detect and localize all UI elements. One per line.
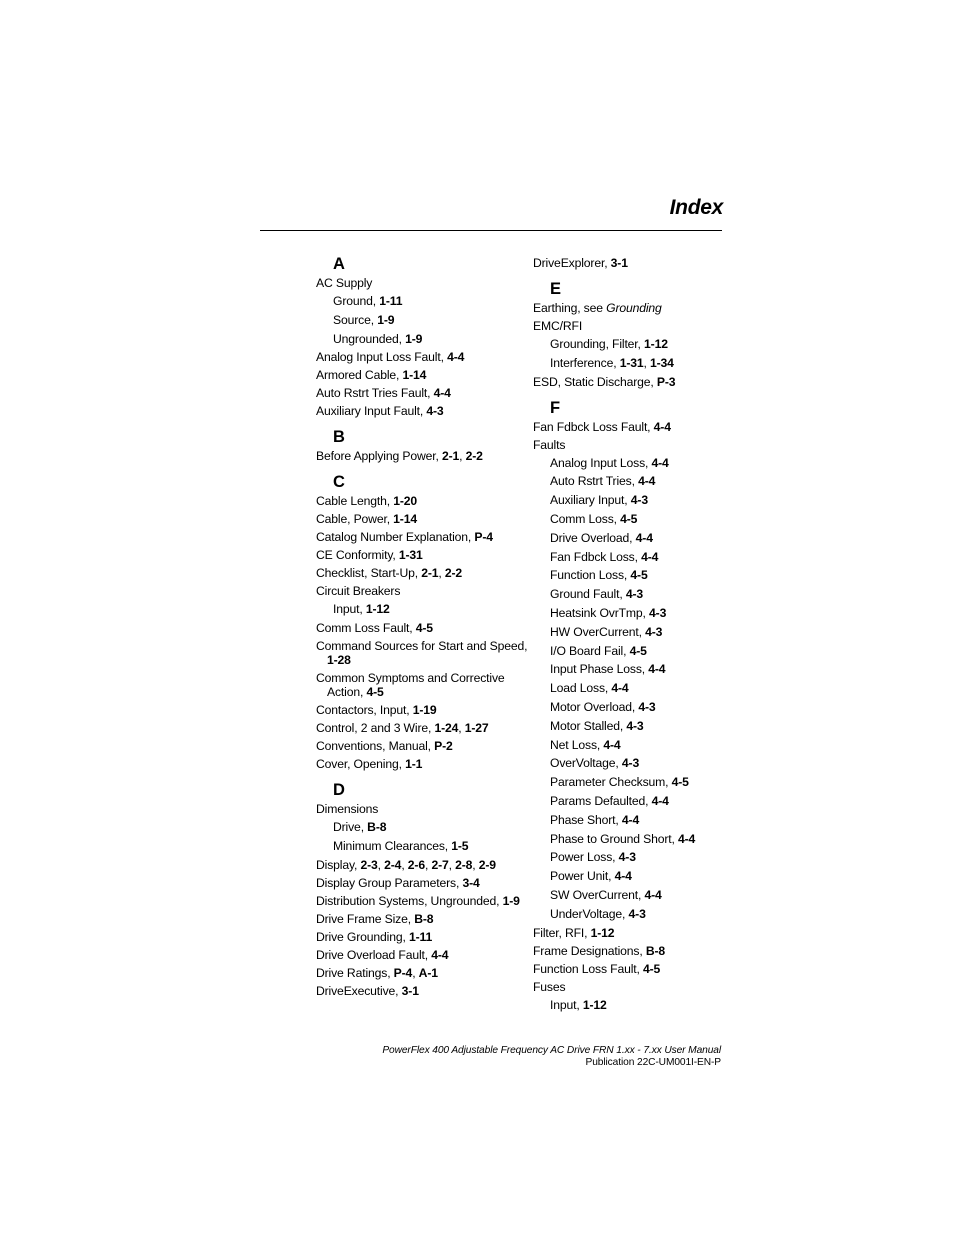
index-entry (316, 512, 531, 526)
page-reference: 4-5 (629, 643, 647, 658)
entry-text: Source, (333, 312, 378, 327)
page-reference: 4-4 (431, 947, 449, 962)
index-entry (316, 930, 531, 944)
entry-text: Phase Short, (550, 812, 622, 827)
entry-text: Power Unit, (550, 869, 615, 884)
index-entry (316, 984, 531, 998)
page-reference: 1-12 (644, 337, 668, 351)
index-subentry (333, 602, 531, 616)
index-subentry (550, 738, 748, 752)
page-reference: 2-2 (465, 449, 483, 464)
index-entry: Drive Ratings, P-4, A-1 (316, 965, 438, 980)
page-reference: 1-24 (434, 721, 459, 736)
index-entry (316, 530, 531, 544)
entry-text: Parameter Checksum, (550, 775, 672, 790)
page-reference: 4-5 (620, 511, 638, 526)
page-reference: B-8 (414, 911, 434, 926)
page-reference: 1-31 (619, 355, 644, 370)
index-subentry (550, 756, 748, 770)
page-reference: 4-4 (603, 737, 621, 752)
page-reference: 4-3 (621, 756, 640, 771)
page-reference: 1-9 (405, 331, 423, 346)
entry-text: Auto Rstrt Tries, (550, 474, 639, 489)
index-subentry (550, 606, 748, 620)
page-reference: 4-4 (651, 793, 669, 808)
page-reference: 4-5 (671, 775, 689, 790)
page-reference: 4-3 (649, 605, 667, 620)
entry-text: Display, (316, 857, 361, 872)
index-entry: Display, 2-3, 2-4, 2-6, 2-7, 2-8, 2-9 (316, 857, 496, 872)
page-reference: P-3 (656, 374, 676, 389)
index-subentry (550, 550, 748, 564)
index-entry (533, 944, 748, 958)
index-subentry (550, 775, 748, 789)
entry-text: Command Sources for Start and Speed, (316, 639, 528, 654)
page-reference: 1-20 (393, 494, 417, 509)
entry-text: Ungrounded, (333, 331, 406, 346)
entry-text: Armored Cable, (316, 368, 403, 383)
title-rule (260, 230, 722, 231)
page-reference: 1-5 (451, 838, 469, 853)
index-subentry (550, 456, 748, 470)
index-subentry (550, 719, 748, 733)
index-entry (316, 494, 531, 508)
index-subentry (550, 531, 748, 545)
entry-text: Dimensions (316, 802, 379, 817)
index-entry (316, 912, 531, 926)
page-reference: 2-6 (407, 857, 425, 872)
index-entry (316, 948, 531, 962)
index-subentry (550, 888, 748, 902)
page-reference: B-8 (645, 943, 666, 958)
index-entry (316, 621, 531, 635)
index-entry (316, 757, 531, 771)
footer-publication: Publication 22C-UM001I-EN-P (585, 1057, 721, 1068)
page-reference: 4-3 (618, 850, 636, 865)
page-reference: 1-12 (365, 602, 390, 617)
index-entry (316, 894, 531, 908)
page-reference: 4-3 (628, 906, 646, 921)
index-subentry (550, 850, 748, 864)
index-entry (316, 548, 531, 562)
index-entry (533, 438, 748, 452)
entry-text: Motor Overload, (550, 699, 639, 714)
index-entry (533, 375, 748, 389)
entry-text: Contactors, Input, (316, 703, 413, 718)
entry-text: Fuses (533, 979, 566, 994)
index-subentry (550, 998, 748, 1012)
page-reference: 1-1 (405, 757, 423, 772)
entry-text: Drive Ratings, (316, 965, 394, 980)
entry-text: Display Group Parameters, (316, 875, 463, 890)
entry-text: SW OverCurrent, (550, 887, 645, 902)
index-entry (316, 350, 531, 364)
entry-text: Frame Designations, (533, 943, 646, 958)
index-entry (533, 980, 748, 994)
page-reference: P-4 (474, 530, 493, 545)
page-reference: 3-4 (462, 875, 480, 890)
index-entry (316, 639, 531, 667)
page-footer (382, 1045, 721, 1069)
page-reference: 2-1 (421, 566, 439, 581)
index-entry: Control, 2 and 3 Wire, 1-24, 1-27 (316, 721, 489, 736)
page-reference: 3-1 (401, 983, 419, 998)
page-reference: 4-4 (653, 419, 671, 434)
page-reference: 1-34 (650, 355, 674, 370)
entry-text: Input, (550, 997, 583, 1012)
index-subentry (333, 820, 531, 834)
index-entry (316, 276, 531, 290)
entry-text: Auto Rstrt Tries Fault, (316, 386, 434, 401)
entry-text: Ground, (333, 294, 380, 308)
index-subentry (550, 587, 748, 601)
index-column-right (533, 255, 748, 1016)
page-reference: 1-12 (582, 997, 607, 1012)
index-subentry (550, 907, 748, 921)
entry-text: Function Loss Fault, (533, 961, 643, 976)
index-subentry (333, 839, 531, 853)
index-section-letter: F (550, 398, 560, 417)
entry-text: Input, (333, 602, 366, 617)
index-subentry (550, 681, 748, 695)
index-subentry (550, 832, 748, 846)
page-reference: 4-4 (433, 386, 451, 401)
index-entry (533, 962, 748, 976)
page-reference: 4-4 (648, 662, 666, 677)
page-reference: 1-11 (408, 929, 433, 944)
entry-text: Ground Fault, (550, 587, 626, 602)
entry-text: Function Loss, (550, 568, 631, 583)
index-section-letter: B (333, 428, 345, 447)
entry-text: Cable, Power, (316, 512, 394, 527)
entry-text: Heatsink OvrTmp, (550, 605, 650, 620)
entry-text: Earthing, see (533, 301, 607, 315)
index-subentry (550, 869, 748, 883)
page-reference: 2-8 (455, 857, 473, 872)
index-subentry (550, 625, 748, 639)
index-entry: Before Applying Power, 2-1, 2-2 (316, 449, 483, 464)
page-reference: 1-14 (402, 368, 427, 383)
page-reference: 4-4 (614, 869, 632, 884)
page-reference: 4-4 (638, 474, 656, 489)
entry-text: Phase to Ground Short, (550, 831, 678, 846)
page-reference: 2-1 (441, 449, 460, 464)
page-reference: 4-4 (677, 831, 696, 846)
page-reference: P-4 (393, 965, 413, 980)
entry-text: Minimum Clearances, (333, 838, 452, 853)
index-entry (316, 404, 531, 418)
index-subentry (550, 644, 748, 658)
footer-manual-title: PowerFlex 400 Adjustable Frequency AC Drive FRN 1.xx - 7.xx User Manual (382, 1045, 721, 1056)
index-entry (316, 876, 531, 890)
entry-text: Input Phase Loss, (550, 662, 649, 677)
page-reference: 1-9 (377, 312, 395, 327)
index-entry (533, 301, 748, 315)
entry-text: OverVoltage, (550, 756, 622, 771)
entry-text: Fan Fdbck Loss, (550, 549, 642, 564)
index-entry (316, 802, 531, 816)
index-subentry (550, 512, 748, 526)
page-reference: 4-3 (630, 493, 648, 508)
entry-text: Grounding, Filter, (550, 337, 645, 351)
entry-text: Net Loss, (550, 737, 604, 752)
entry-text: Filter, RFI, (533, 925, 591, 940)
index-entry (533, 319, 748, 333)
entry-text: EMC/RFI (533, 319, 583, 333)
page-reference: 2-2 (444, 566, 463, 581)
page-reference: 4-3 (426, 404, 444, 419)
page-reference: 4-4 (447, 350, 465, 365)
entry-text: Comm Loss Fault, (316, 621, 416, 636)
entry-text: CE Conformity, (316, 548, 399, 563)
entry-text: DriveExplorer, (533, 256, 611, 270)
index-section-letter: C (333, 473, 345, 492)
page-reference: 1-12 (590, 925, 615, 940)
page-reference: 4-4 (621, 812, 640, 827)
index-entry (316, 671, 531, 699)
entry-text: Interference, (550, 355, 620, 370)
entry-text: Cover, Opening, (316, 757, 406, 772)
index-entry (316, 739, 531, 753)
entry-text: I/O Board Fail, (550, 643, 630, 658)
index-section-letter: E (550, 280, 561, 298)
entry-text: Checklist, Start-Up, (316, 566, 422, 581)
entry-text: Control, 2 and 3 Wire, (316, 721, 435, 736)
index-entry (533, 420, 748, 434)
entry-text: Circuit Breakers (316, 584, 401, 599)
index-subentry (550, 794, 748, 808)
page-reference: 4-5 (415, 621, 433, 636)
entry-text: Cable Length, (316, 494, 394, 509)
page-reference: 4-4 (641, 549, 659, 564)
entry-text: Fan Fdbck Loss Fault, (533, 419, 654, 434)
index-subentry (550, 493, 748, 507)
index-subentry (333, 313, 531, 327)
entry-text: Catalog Number Explanation, (316, 530, 475, 545)
page-reference: 2-3 (360, 857, 378, 872)
index-subentry (550, 662, 748, 676)
entry-text: DriveExecutive, (316, 983, 402, 998)
page-reference: 3-1 (610, 256, 628, 270)
entry-text: Motor Stalled, (550, 718, 627, 733)
page-reference: 2-4 (384, 857, 402, 872)
entry-text: Analog Input Loss Fault, (316, 350, 448, 365)
entry-text: Drive Frame Size, (316, 911, 415, 926)
entry-text: ESD, Static Discharge, (533, 374, 657, 389)
index-entry (316, 703, 531, 717)
index-subentry (333, 332, 531, 346)
page-reference: B-8 (367, 820, 387, 835)
entry-text: Params Defaulted, (550, 793, 652, 808)
page-reference: 4-3 (638, 699, 656, 714)
page-reference: 4-4 (635, 530, 653, 545)
page-reference: 1-19 (412, 703, 437, 718)
entry-text: AC Supply (316, 276, 373, 290)
index-entry (533, 256, 748, 270)
entry-text: Auxiliary Input, (550, 493, 631, 508)
page-reference: 2-7 (431, 857, 449, 872)
index-entry (316, 386, 531, 400)
index-subentry (550, 568, 748, 582)
entry-text: Auxiliary Input Fault, (316, 404, 427, 419)
see-reference: Grounding (606, 301, 662, 315)
entry-text: Conventions, Manual, (316, 739, 435, 754)
page-reference: 1-31 (398, 548, 423, 563)
index-entry (316, 584, 531, 598)
page-reference: 1-11 (379, 294, 403, 308)
page-reference: 4-4 (611, 681, 629, 696)
page-reference: 1-9 (502, 893, 520, 908)
page-reference: 4-5 (366, 685, 384, 700)
entry-text: UnderVoltage, (550, 906, 629, 921)
index-entry: Checklist, Start-Up, 2-1, 2-2 (316, 566, 463, 581)
index-subentry (333, 294, 531, 308)
index-entry (316, 368, 531, 382)
index-subentry (550, 337, 748, 351)
page-reference: 4-4 (644, 887, 662, 902)
entry-text: Distribution Systems, Ungrounded, (316, 893, 503, 908)
page-reference: 4-5 (630, 568, 648, 583)
entry-text: Load Loss, (550, 681, 612, 696)
page-reference: 1-28 (327, 653, 351, 668)
entry-text: Common Symptoms and Corrective Action, (316, 671, 505, 700)
page-reference: 2-9 (478, 857, 496, 872)
index-subentry (550, 474, 748, 488)
page-reference: 4-4 (651, 455, 669, 470)
index-subentry (550, 700, 748, 714)
index-section-letter: D (333, 781, 345, 800)
page-reference: 4-5 (642, 961, 661, 976)
entry-text: HW OverCurrent, (550, 624, 646, 639)
page-reference: 1-27 (464, 721, 489, 736)
page-reference: A-1 (418, 965, 438, 980)
entry-text: Drive Overload, (550, 530, 636, 545)
index-section-letter: A (333, 255, 345, 273)
entry-text: Drive Overload Fault, (316, 947, 432, 962)
index-entry (533, 926, 748, 940)
index-subentry: Interference, 1-31, 1-34 (550, 355, 674, 370)
entry-text: Faults (533, 437, 566, 452)
entry-text: Power Loss, (550, 850, 619, 865)
entry-text: Comm Loss, (550, 511, 621, 526)
index-subentry (550, 813, 748, 827)
index-column-left (316, 255, 531, 1002)
entry-text: Analog Input Loss, (550, 455, 652, 470)
page-reference: P-2 (434, 739, 453, 754)
entry-text: Before Applying Power, (316, 449, 442, 464)
page-reference: 1-14 (393, 512, 417, 527)
page-reference: 4-3 (625, 587, 643, 602)
page-reference: 4-3 (626, 718, 644, 733)
page-title: Index (669, 196, 723, 219)
entry-text: Drive, (333, 820, 368, 835)
entry-text: Drive Grounding, (316, 929, 409, 944)
page-reference: 4-3 (645, 624, 663, 639)
